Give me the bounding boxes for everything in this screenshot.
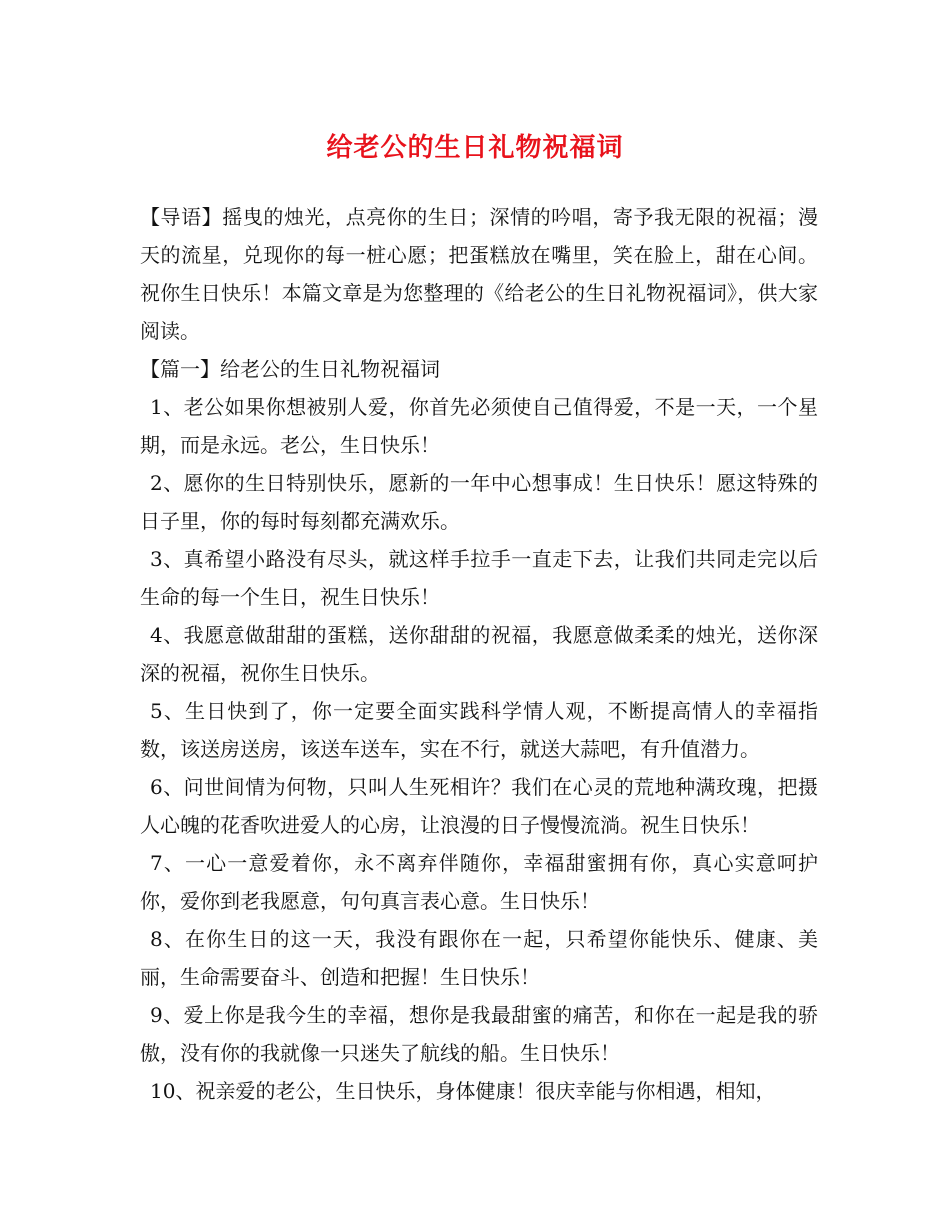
list-item: 8、在你生日的这一天，我没有跟你在一起，只希望你能快乐、健康、美丽，生命需要奋斗、创造和把握！生日快乐！	[140, 927, 818, 989]
list-item: 7、一心一意爱着你，永不离弃伴随你，幸福甜蜜拥有你，真心实意呵护你，爱你到老我愿意，句句真言表心意。生日快乐！	[140, 851, 818, 913]
list-item: 6、问世间情为何物，只叫人生死相许？我们在心灵的荒地种满玫瑰，把摄人心魄的花香吹进爱人的心房，让浪漫的日子慢慢流淌。祝生日快乐！	[140, 775, 818, 837]
list-item: 2、愿你的生日特别快乐，愿新的一年中心想事成！生日快乐！愿这特殊的日子里，你的每时每刻都充满欢乐。	[140, 471, 818, 533]
document-title: 给老公的生日礼物祝福词	[326, 133, 624, 163]
list-item: 5、生日快到了，你一定要全面实践科学情人观，不断提高情人的幸福指数，该送房送房，该送车送车，实在不行，就送大蒜吧，有升值潜力。	[140, 699, 818, 761]
list-item: 9、爱上你是我今生的幸福，想你是我最甜蜜的痛苦，和你在一起是我的骄傲，没有你的我就像一只迷失了航线的船。生日快乐！	[140, 1003, 818, 1065]
section-heading: 【篇一】给老公的生日礼物祝福词	[140, 357, 440, 381]
list-item: 4、我愿意做甜甜的蛋糕，送你甜甜的祝福，我愿意做柔柔的烛光，送你深深的祝福，祝你生日快乐。	[140, 623, 818, 685]
document-body	[140, 198, 818, 1110]
list-item: 10、祝亲爱的老公，生日快乐，身体健康！很庆幸能与你相遇，相知，	[150, 1079, 776, 1103]
list-item: 3、真希望小路没有尽头，就这样手拉手一直走下去，让我们共同走完以后生命的每一个生日，祝生日快乐！	[140, 547, 818, 609]
intro-paragraph: 【导语】摇曳的烛光，点亮你的生日；深情的吟唱，寄予我无限的祝福；漫天的流星，兑现你的每一桩心愿；把蛋糕放在嘴里，笑在脸上，甜在心间。祝你生日快乐！本篇文章是为您整理的《给老公的生日礼物祝福词》，供大家阅读。	[140, 205, 818, 343]
list-item: 1、老公如果你想被别人爱，你首先必须使自己值得爱，不是一天，一个星期，而是永远。老公，生日快乐！	[140, 395, 818, 457]
